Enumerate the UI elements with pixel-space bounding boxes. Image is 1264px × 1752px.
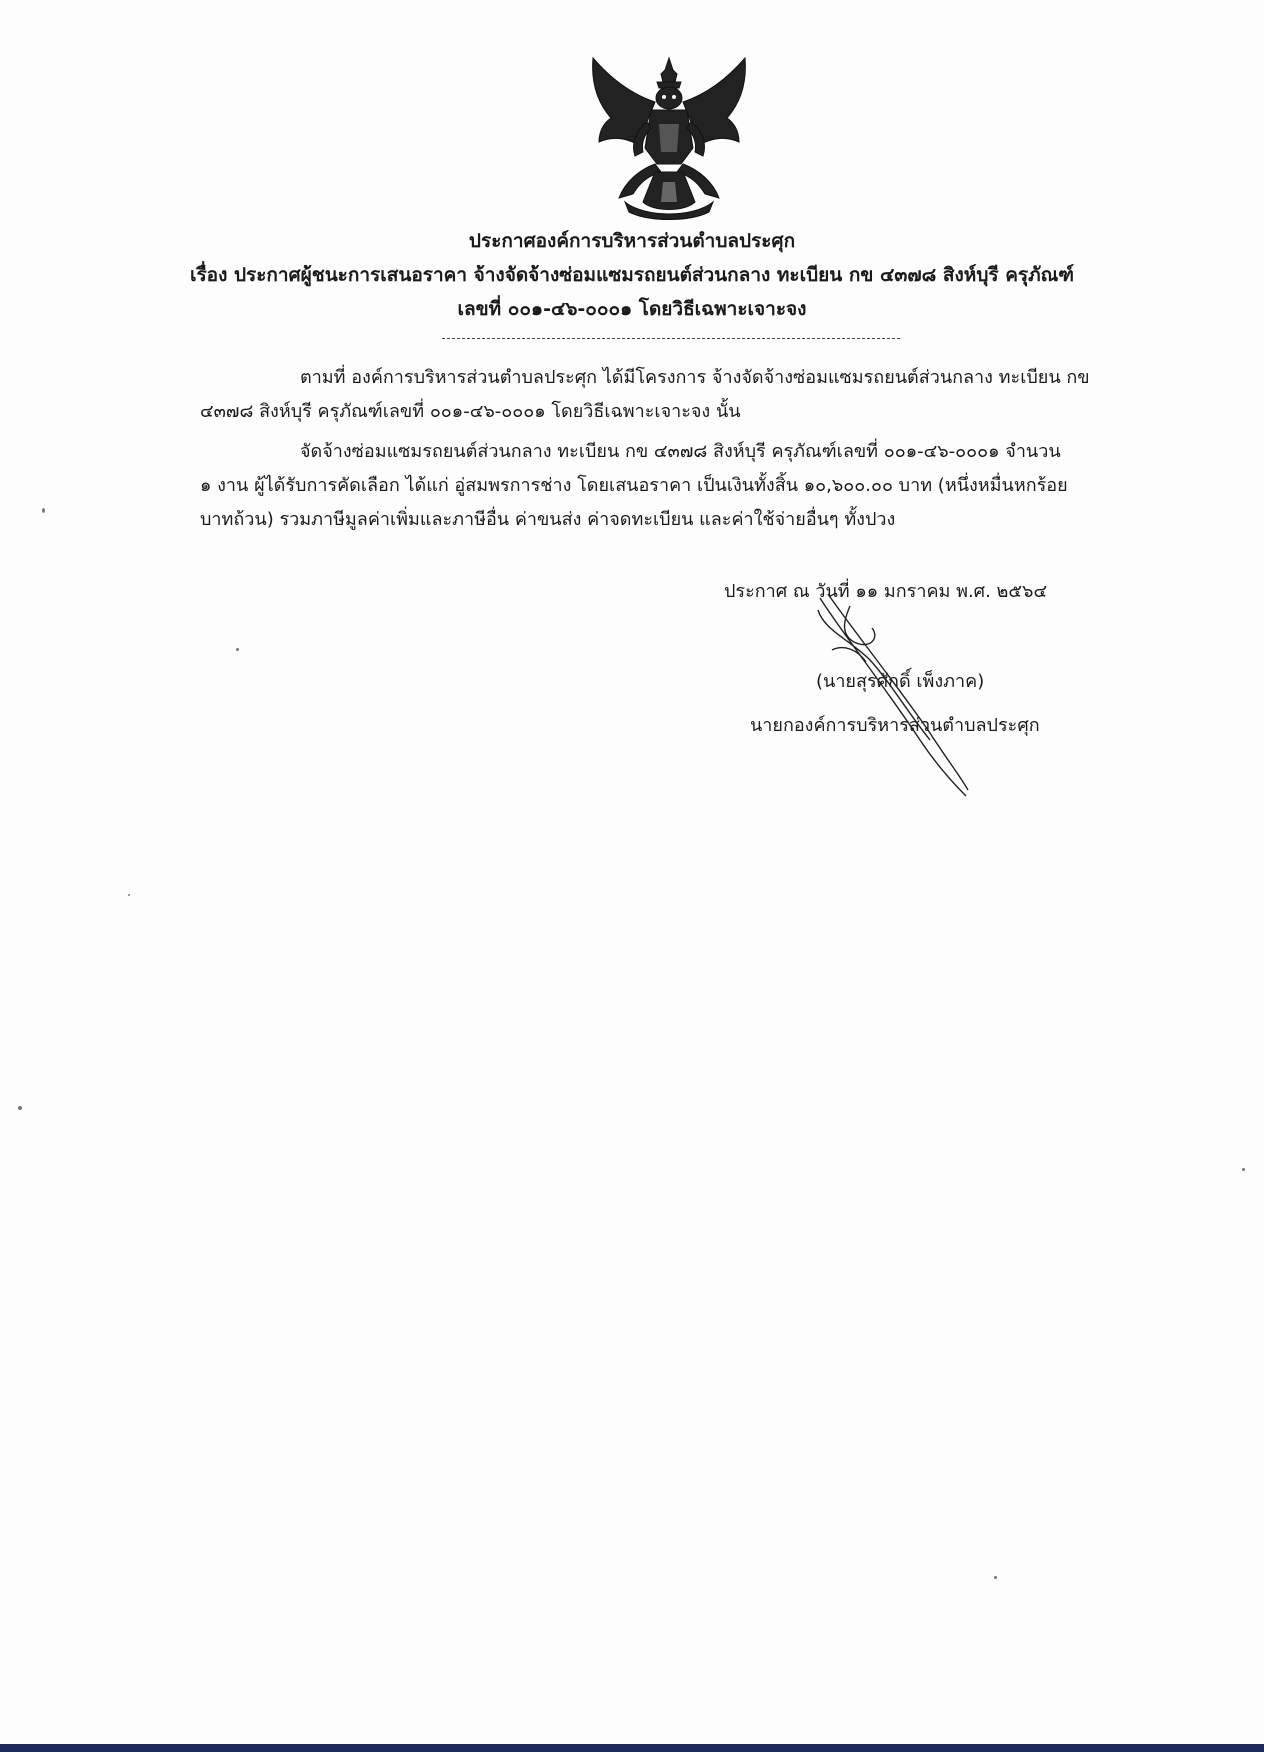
paragraph-1-line-1: ตามที่ องค์การบริหารส่วนตำบลประศุก ได้มีโครงการ จ้างจัดจ้างซ่อมแซมรถยนต์ส่วนกลาง ทะเบียน กข xyxy=(300,367,1090,388)
paragraph-2-line-1: จัดจ้างซ่อมแซมรถยนต์ส่วนกลาง ทะเบียน กข ๔๓๗๘ สิงห์บุรี ครุภัณฑ์เลขที่ ๐๐๑-๔๖-๐๐๐๑ จำนวน xyxy=(300,441,1061,462)
scan-edge-bar xyxy=(0,1744,1264,1752)
announcement-subject: เรื่อง ประกาศผู้ชนะการเสนอราคา จ้างจัดจ้างซ่อมแซมรถยนต์ส่วนกลาง ทะเบียน กข ๔๓๗๘ สิงห์บุรี ครุภัณฑ์ xyxy=(189,264,1075,286)
signer-title: นายกองค์การบริหารส่วนตำบลประศุก xyxy=(750,715,1040,736)
paragraph-1-line-2: ๔๓๗๘ สิงห์บุรี ครุภัณฑ์เลขที่ ๐๐๑-๔๖-๐๐๐๑ โดยวิธีเฉพาะเจาะจง นั้น xyxy=(200,401,741,422)
paragraph-2-line-3: บาทถ้วน) รวมภาษีมูลค่าเพิ่มและภาษีอื่น ค่าขนส่ง ค่าจดทะเบียน และค่าใช้จ่ายอื่นๆ ทั้งปวง xyxy=(200,509,896,530)
scan-speck xyxy=(994,1576,997,1579)
scan-speck xyxy=(18,1106,22,1110)
garuda-emblem-icon xyxy=(585,52,753,222)
signer-name: (นายสุรศักดิ์ เพ็งภาค) xyxy=(816,671,985,692)
scan-speck xyxy=(42,508,45,513)
scan-speck xyxy=(236,648,239,651)
handwritten-signature xyxy=(810,590,980,800)
header-divider xyxy=(442,338,900,339)
scan-speck xyxy=(128,894,130,896)
scan-speck xyxy=(1242,1168,1245,1171)
announcement-subject-cont: เลขที่ ๐๐๑-๔๖-๐๐๐๑ โดยวิธีเฉพาะเจาะจง xyxy=(457,298,807,320)
paragraph-2-line-2: ๑ งาน ผู้ได้รับการคัดเลือก ได้แก่ อู่สมพรการช่าง โดยเสนอราคา เป็นเงินทั้งสิ้น ๑๐,๖๐๐.๐๐ บาท (หนึ่งหมื่นหกร้อย xyxy=(200,475,1068,496)
announcement-date: ประกาศ ณ วันที่ ๑๑ มกราคม พ.ศ. ๒๕๖๔ xyxy=(724,581,1048,602)
announcement-title: ประกาศองค์การบริหารส่วนตำบลประศุก xyxy=(468,230,796,252)
